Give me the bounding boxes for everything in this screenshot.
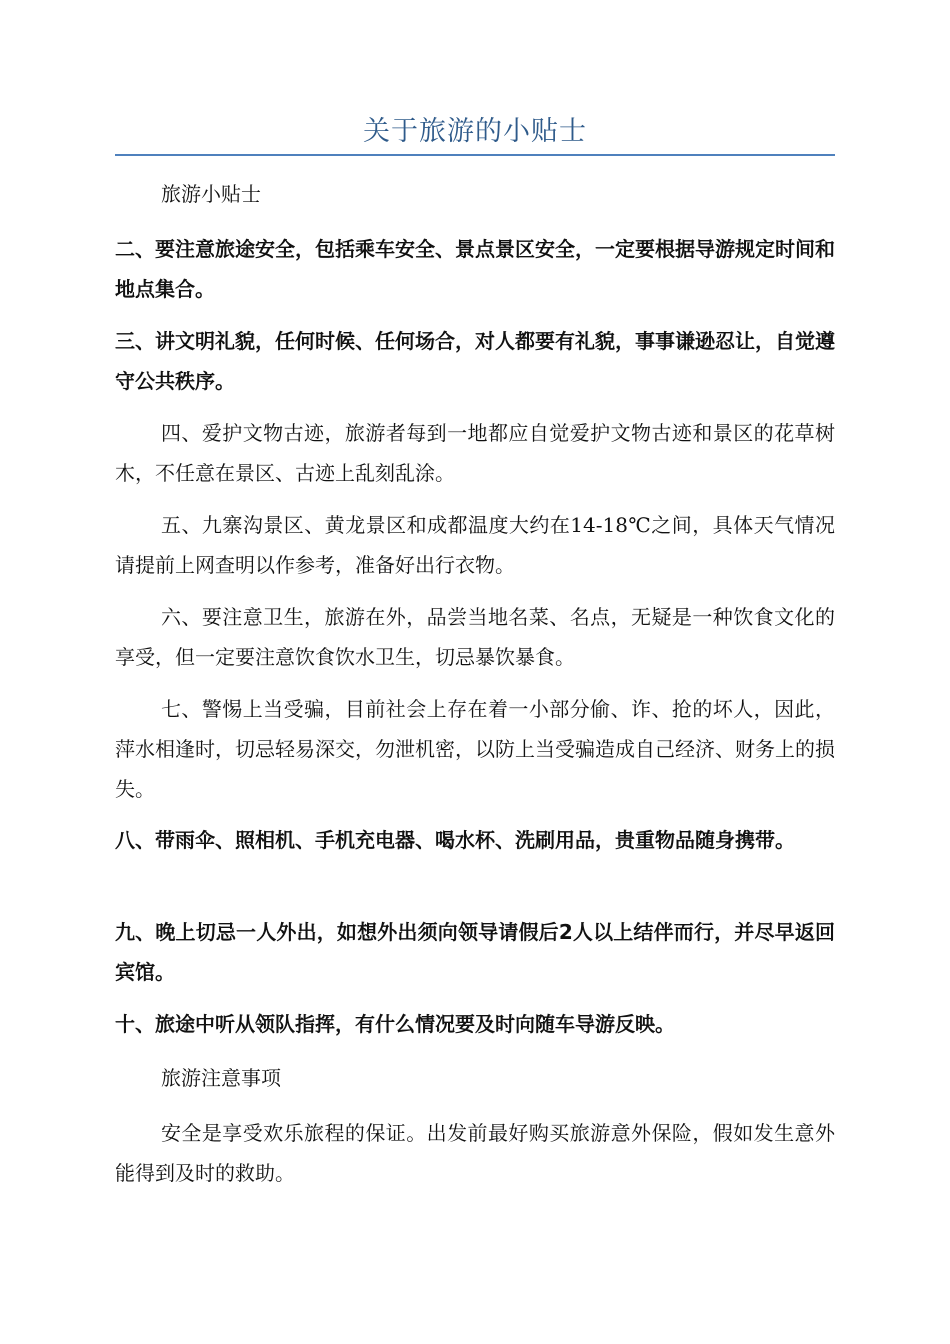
tip-item-5: 五、九寨沟景区、黄龙景区和成都温度大约在14-18℃之间，具体天气情况请提前上网查明以作参考，准备好出行衣物。 bbox=[115, 513, 835, 577]
tip-item-2: 二、要注意旅途安全，包括乘车安全、景点景区安全，一定要根据导游规定时间和地点集合。 bbox=[115, 237, 835, 301]
tip-item-4: 四、爱护文物古迹，旅游者每到一地都应自觉爱护文物古迹和景区的花草树木，不任意在景区、古迹上乱刻乱涂。 bbox=[115, 421, 835, 485]
section-heading-notes: 旅游注意事项 bbox=[161, 1066, 281, 1090]
tip-item-7: 七、警惕上当受骗，目前社会上存在着一小部分偷、诈、抢的坏人，因此，萍水相逢时，切忌轻易深交，勿泄机密，以防上当受骗造成自己经济、财务上的损失。 bbox=[115, 697, 835, 801]
tip-item-6: 六、要注意卫生，旅游在外，品尝当地名菜、名点，无疑是一种饮食文化的享受，但一定要注意饮食饮水卫生，切忌暴饮暴食。 bbox=[115, 605, 835, 669]
tip-item-10: 十、旅途中听从领队指挥，有什么情况要及时向随车导游反映。 bbox=[115, 1012, 675, 1036]
tip-item-3: 三、讲文明礼貌，任何时候、任何场合，对人都要有礼貌，事事谦逊忍让，自觉遵守公共秩序。 bbox=[115, 329, 835, 393]
tip-item-9: 九、晚上切忌一人外出，如想外出须向领导请假后2人以上结伴而行，并尽早返回宾馆。 bbox=[115, 920, 835, 984]
safety-paragraph: 安全是享受欢乐旅程的保证。出发前最好购买旅游意外保险，假如发生意外能得到及时的救助。 bbox=[115, 1121, 835, 1185]
tip-item-8: 八、带雨伞、照相机、手机充电器、喝水杯、洗刷用品，贵重物品随身携带。 bbox=[115, 828, 795, 852]
title-underline bbox=[115, 154, 835, 156]
document-title: 关于旅游的小贴士 bbox=[363, 116, 587, 147]
section-heading-tips: 旅游小贴士 bbox=[161, 182, 261, 206]
